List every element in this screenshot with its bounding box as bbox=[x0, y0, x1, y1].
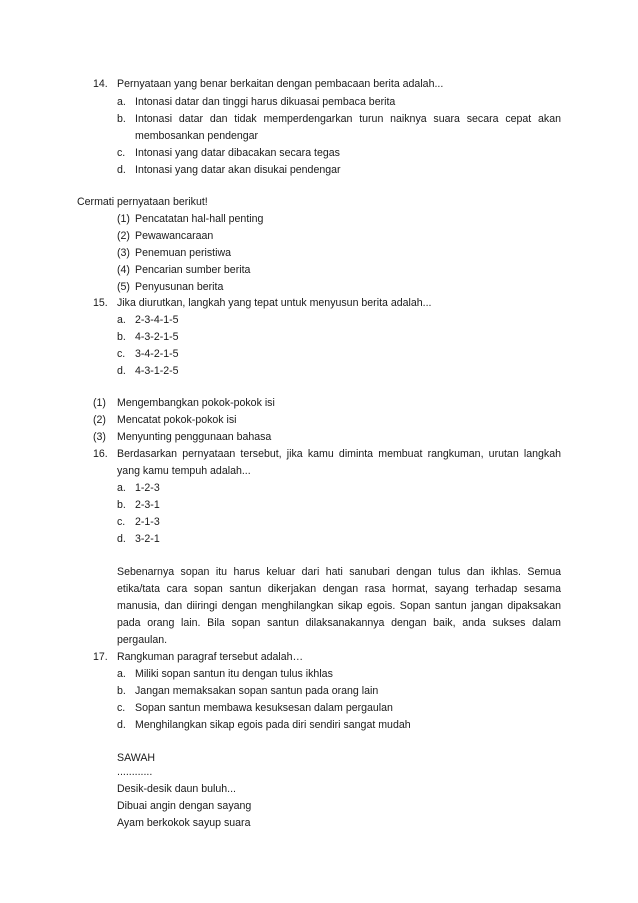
q14-option-d: Intonasi yang datar akan disukai pendengar bbox=[135, 164, 341, 176]
q16-option-d-letter: d. bbox=[117, 533, 126, 545]
q16-question-line1: Berdasarkan pernyataan tersebut, jika kamu diminta membuat rangkuman, urutan langkah bbox=[117, 448, 561, 460]
q17-option-b-letter: b. bbox=[117, 685, 126, 697]
q17-option-d: Menghilangkan sikap egois pada diri sendiri sangat mudah bbox=[135, 719, 411, 731]
q15-option-a: 2-3-4-1-5 bbox=[135, 314, 179, 326]
q15-option-b: 4-3-2-1-5 bbox=[135, 331, 179, 343]
paragraph-17-line1: Sebenarnya sopan itu harus keluar dari hati sanubari dengan tulus dan ikhlas. Semua bbox=[117, 566, 561, 578]
statement-15-5: Penyusunan berita bbox=[135, 281, 224, 293]
statement-16-2: Mencatat pokok-pokok isi bbox=[117, 414, 237, 426]
statement-16-3-num: (3) bbox=[93, 431, 106, 443]
q15-option-c: 3-4-2-1-5 bbox=[135, 348, 179, 360]
statement-16-3: Menyunting penggunaan bahasa bbox=[117, 431, 272, 443]
q14-option-b-letter: b. bbox=[117, 113, 126, 125]
q15-option-c-letter: c. bbox=[117, 348, 126, 360]
q16-number: 16. bbox=[93, 448, 108, 460]
statement-15-4-num: (4) bbox=[117, 264, 130, 276]
q16-option-b-letter: b. bbox=[117, 499, 126, 511]
q16-option-c: 2-1-3 bbox=[135, 516, 160, 528]
q17-option-b: Jangan memaksakan sopan santun pada orang lain bbox=[135, 685, 379, 697]
q17-number: 17. bbox=[93, 651, 108, 663]
q15-option-d-letter: d. bbox=[117, 365, 126, 377]
statement-15-2-num: (2) bbox=[117, 230, 130, 242]
q16-option-b: 2-3-1 bbox=[135, 499, 160, 511]
statement-16-1-num: (1) bbox=[93, 397, 106, 409]
paragraph-17-line4: pada orang lain. Bila sopan santun dilaksanakannya dengan baik, anda sukses dalam bbox=[117, 617, 561, 629]
statement-15-1: Pencatatan hal-hall penting bbox=[135, 213, 264, 225]
q14-option-a: Intonasi datar dan tinggi harus dikuasai pembaca berita bbox=[135, 96, 396, 108]
q14-option-a-letter: a. bbox=[117, 96, 126, 108]
q14-option-b-line2: membosankan pendengar bbox=[135, 130, 259, 142]
q17-option-a: Miliki sopan santun itu dengan tulus ikhlas bbox=[135, 668, 333, 680]
q14-option-c-letter: c. bbox=[117, 147, 126, 159]
q17-option-c: Sopan santun membawa kesuksesan dalam pergaulan bbox=[135, 702, 393, 714]
q15-number: 15. bbox=[93, 297, 108, 309]
q17-option-c-letter: c. bbox=[117, 702, 126, 714]
q16-option-d: 3-2-1 bbox=[135, 533, 160, 545]
statement-16-1: Mengembangkan pokok-pokok isi bbox=[117, 397, 275, 409]
statement-15-3: Penemuan peristiwa bbox=[135, 247, 231, 259]
q16-question-line2: yang kamu tempuh adalah... bbox=[117, 465, 251, 477]
poem-line-1: Desik-desik daun buluh... bbox=[117, 783, 236, 795]
q16-option-a: 1-2-3 bbox=[135, 482, 160, 494]
q15-option-a-letter: a. bbox=[117, 314, 126, 326]
q14-option-b-line1: Intonasi datar dan tidak memperdengarkan turun naiknya suara secara cepat akan bbox=[135, 113, 561, 125]
q17-option-d-letter: d. bbox=[117, 719, 126, 731]
q15-option-b-letter: b. bbox=[117, 331, 126, 343]
statement-15-5-num: (5) bbox=[117, 281, 130, 293]
q16-option-a-letter: a. bbox=[117, 482, 126, 494]
q14-option-c: Intonasi yang datar dibacakan secara tegas bbox=[135, 147, 340, 159]
statement-16-2-num: (2) bbox=[93, 414, 106, 426]
q15-option-d: 4-3-1-2-5 bbox=[135, 365, 179, 377]
q17-question: Rangkuman paragraf tersebut adalah… bbox=[117, 651, 304, 663]
q17-option-a-letter: a. bbox=[117, 668, 126, 680]
statement-15-3-num: (3) bbox=[117, 247, 130, 259]
q15-question: Jika diurutkan, langkah yang tepat untuk menyusun berita adalah... bbox=[117, 297, 432, 309]
poem-blank: ............ bbox=[117, 766, 153, 778]
intro-15: Cermati pernyataan berikut! bbox=[77, 196, 208, 208]
poem-line-2: Dibuai angin dengan sayang bbox=[117, 800, 252, 812]
paragraph-17-line5: pergaulan. bbox=[117, 634, 168, 646]
q16-option-c-letter: c. bbox=[117, 516, 126, 528]
q14-option-d-letter: d. bbox=[117, 164, 126, 176]
paragraph-17-line2: etika/tata cara sopan santun dikerjakan dengan rasa hormat, sayang terhadap sesama bbox=[117, 583, 561, 595]
statement-15-2: Pewawancaraan bbox=[135, 230, 214, 242]
q14-number: 14. bbox=[93, 78, 108, 90]
poem-title: SAWAH bbox=[117, 752, 156, 764]
paragraph-17-line3: manusia, dan diiringi dengan menghilangkan sikap egois. Sopan santun jangan dipaksakan bbox=[117, 600, 561, 612]
statement-15-4: Pencarian sumber berita bbox=[135, 264, 251, 276]
poem-line-3: Ayam berkokok sayup suara bbox=[117, 817, 251, 829]
statement-15-1-num: (1) bbox=[117, 213, 130, 225]
q14-question: Pernyataan yang benar berkaitan dengan pembacaan berita adalah... bbox=[117, 78, 444, 90]
